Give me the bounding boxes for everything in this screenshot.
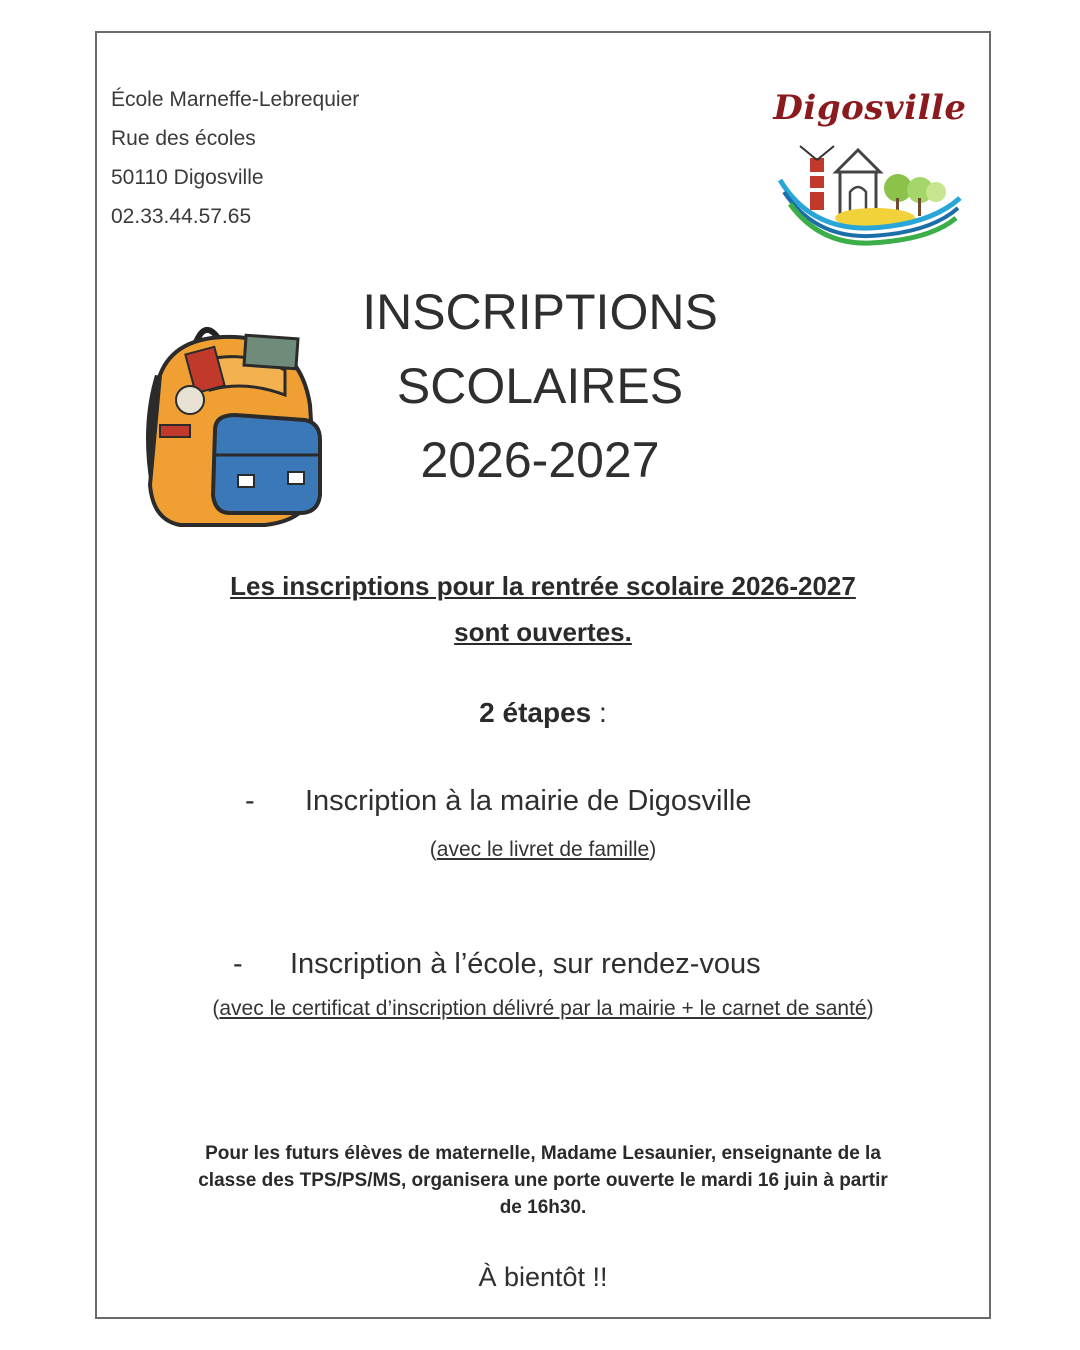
title-line-1: INSCRIPTIONS: [362, 284, 718, 340]
school-street: Rue des écoles: [111, 127, 256, 150]
open-house-info: [110, 1140, 976, 1221]
steps-colon: :: [599, 697, 607, 728]
info-line-3: de 16h30.: [499, 1197, 587, 1218]
announcement: [120, 563, 966, 655]
announcement-line-2: sont ouvertes.: [454, 617, 632, 647]
announcement-line-1: Les inscriptions pour la rentrée scolaire 2026-2027: [230, 571, 856, 601]
main-title: [300, 275, 780, 497]
closing-text: À bientôt !!: [478, 1262, 608, 1292]
title-line-2: SCOLAIRES: [396, 358, 684, 414]
school-phone: 02.33.44.57.65: [111, 205, 252, 228]
steps-heading: [120, 697, 966, 729]
step-2: Inscription à l’école, sur rendez-vous: [290, 948, 761, 980]
logo-text: Digosville: [773, 88, 967, 128]
windmill-tower-icon: [810, 158, 824, 210]
step-1-dash: -: [245, 785, 255, 817]
step-1-note: (avec le livret de famille): [429, 838, 657, 861]
info-line-2: classe des TPS/PS/MS, organisera une porte ouverte le mardi 16 juin à partir: [198, 1170, 888, 1191]
info-line-1: Pour les futurs élèves de maternelle, Madame Lesaunier, enseignante de la: [205, 1143, 881, 1164]
step-1-note-text: avec le livret de famille: [436, 838, 650, 861]
school-address: [111, 80, 359, 236]
school-name: École Marneffe-Lebrequier: [111, 88, 360, 111]
step-1: Inscription à la mairie de Digosville: [305, 785, 752, 817]
school-city: 50110 Digosville: [111, 166, 264, 189]
house-roof-icon: [836, 150, 880, 172]
step-2-note-text: avec le certificat d’inscription délivré par la mairie + le carnet de santé: [219, 997, 867, 1020]
steps-label: 2 étapes: [479, 697, 592, 728]
step-2-note: (avec le certificat d’inscription délivré par la mairie + le carnet de santé): [212, 997, 874, 1020]
title-line-3: 2026-2027: [420, 432, 660, 488]
digosville-logo: [770, 80, 970, 250]
step-2-dash: -: [233, 948, 243, 980]
